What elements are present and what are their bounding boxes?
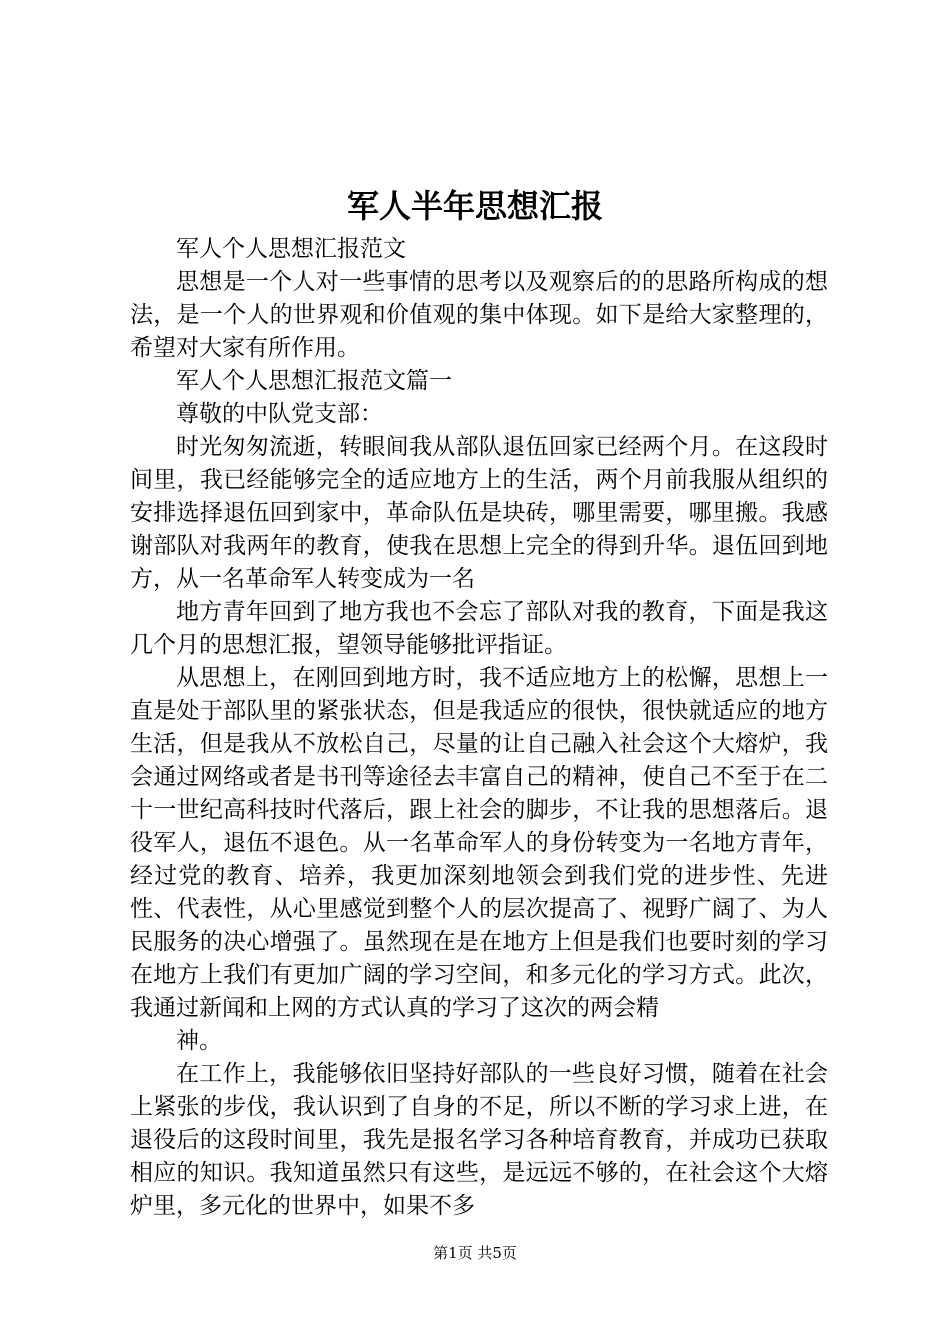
document-title: 军人半年思想汇报 <box>346 187 603 225</box>
paragraph: 时光匆匆流逝，转眼间我从部队退伍回家已经两个月。在这段时间里，我已经能够完全的适应地方上的生活，两个月前我服从组织的安排选择退伍回到家中，革命队伍是块砖，哪里需要，哪里搬。我感谢部队对我两年的教育，使我在思想上完全的得到升华。退伍回到地方，从一名革命军人转变成为一名 <box>130 434 828 592</box>
paragraph: 军人个人思想汇报范文 <box>176 236 406 262</box>
document-body <box>130 233 828 1223</box>
paragraph: 思想是一个人对一些事情的思考以及观察后的的思路所构成的想法，是一个人的世界观和价值观的集中体现。如下是给大家整理的，希望对大家有所作用。 <box>130 269 828 361</box>
page-footer: 第1页 共5页 <box>433 1244 517 1262</box>
paragraph: 神。 <box>176 1028 222 1054</box>
paragraph: 军人个人思想汇报范文篇一 <box>176 368 452 394</box>
paragraph: 从思想上，在刚回到地方时，我不适应地方上的松懈，思想上一直是处于部队里的紧张状态，但是我适应的很快，很快就适应的地方生活，但是我从不放松自己，尽量的让自己融入社会这个大熔炉，我会通过网络或者是书刊等途径去丰富自己的精神，使自己不至于在二十一世纪高科技时代落后，跟上社会的脚步，不让我的思想落后。退役军人，退伍不退色。从一名革命军人的身份转变为一名地方青年，经过党的教育、培养，我更加深刻地领会到我们党的进步性、先进性、代表性，从心里感觉到整个人的层次提高了、视野广阔了、为人民服务的决心增强了。虽然现在是在地方上但是我们也要时刻的学习在地方上我们有更加广阔的学习空间，和多元化的学习方式。此次，我通过新闻和上网的方式认真的学习了这次的两会精 <box>130 665 828 1021</box>
paragraph: 尊敬的中队党支部： <box>176 401 383 427</box>
paragraph: 在工作上，我能够依旧坚持好部队的一些良好习惯，随着在社会上紧张的步伐，我认识到了自身的不足，所以不断的学习求上进，在退役后的这段时间里，我先是报名学习各种培育教育，并成功已获取相应的知识。我知道虽然只有这些，是远远不够的，在社会这个大熔炉里，多元化的世界中，如果不多 <box>130 1061 828 1219</box>
paragraph: 地方青年回到了地方我也不会忘了部队对我的教育，下面是我这几个月的思想汇报，望领导能够批评指证。 <box>130 599 828 658</box>
